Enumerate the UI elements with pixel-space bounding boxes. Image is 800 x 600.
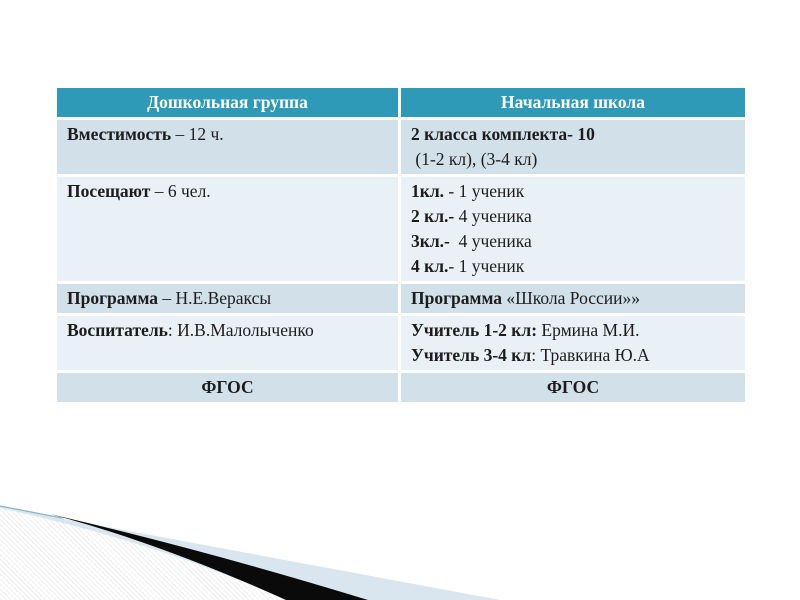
- text-segment: - 1 ученик: [444, 181, 525, 201]
- text-segment-bold: 2 кл.-: [411, 206, 455, 226]
- table-row: [57, 284, 745, 313]
- text-segment-bold: Программа: [67, 288, 158, 308]
- text-segment: – Н.Е.Вераксы: [158, 288, 272, 308]
- table-cell-line: [411, 375, 735, 400]
- table-cell: [57, 316, 398, 370]
- footer-decoration: [0, 500, 800, 600]
- text-segment: – 12 ч.: [171, 124, 224, 144]
- comparison-table: [57, 88, 745, 402]
- text-segment: Ермина М.И.: [537, 320, 640, 340]
- table-cell: [57, 120, 398, 174]
- text-segment-bold: 4 кл.: [411, 256, 449, 276]
- text-segment: 4 ученика: [454, 206, 532, 226]
- table-cell-line: [411, 229, 735, 254]
- header-cell-primary: Начальная школа: [401, 88, 745, 117]
- table-cell-line: [411, 179, 735, 204]
- table-cell-line: [411, 318, 735, 343]
- table-header-row: [57, 88, 745, 117]
- text-segment-bold: Воспитатель: [67, 320, 168, 340]
- table-cell: [401, 177, 745, 281]
- text-segment-bold: 2 класса комплекта- 10: [411, 124, 595, 144]
- table-row: [57, 120, 745, 174]
- text-segment-bold: Посещают: [67, 181, 151, 201]
- table-cell: [401, 316, 745, 370]
- table-cell-line: [411, 286, 735, 311]
- table-cell: [401, 120, 745, 174]
- text-segment-bold: 3кл.-: [411, 231, 450, 251]
- table-cell: [57, 373, 398, 402]
- text-segment-bold: Программа: [411, 288, 502, 308]
- table-row: [57, 373, 745, 402]
- header-cell-preschool: Дошкольная группа: [57, 88, 398, 117]
- table-cell-line: [67, 179, 388, 204]
- table-cell-line: [411, 343, 735, 368]
- table-cell: [57, 284, 398, 313]
- table-cell-line: [67, 318, 388, 343]
- text-segment: : Травкина Ю.А: [531, 345, 650, 365]
- table-cell-line: [67, 375, 388, 400]
- table-cell-line: [67, 122, 388, 147]
- table-cell: [401, 284, 745, 313]
- text-segment: (1-2 кл), (3-4 кл): [411, 149, 538, 169]
- table-cell: [57, 177, 398, 281]
- text-segment-bold: Учитель 3-4 кл: [411, 345, 532, 365]
- text-segment: – 6 чел.: [150, 181, 211, 201]
- table-cell-line: [411, 254, 735, 279]
- text-segment: «Школа России»»: [502, 288, 641, 308]
- table-row: [57, 177, 745, 281]
- text-segment: 4 ученика: [449, 231, 532, 251]
- text-segment-bold: ФГОС: [201, 377, 254, 397]
- text-segment-bold: 1кл.: [411, 181, 445, 201]
- table-cell-line: [67, 286, 388, 311]
- text-segment-bold: ФГОС: [546, 377, 600, 397]
- table-cell-line: [411, 147, 735, 172]
- table-cell-line: [411, 204, 735, 229]
- text-segment: - 1 ученик: [448, 256, 525, 276]
- text-segment-bold: Учитель 1-2 кл:: [411, 320, 538, 340]
- table-cell-line: [411, 122, 735, 147]
- table-cell: [401, 373, 745, 402]
- text-segment-bold: Вместимость: [67, 124, 172, 144]
- table-row: [57, 316, 745, 370]
- text-segment: : И.В.Малолыченко: [167, 320, 314, 340]
